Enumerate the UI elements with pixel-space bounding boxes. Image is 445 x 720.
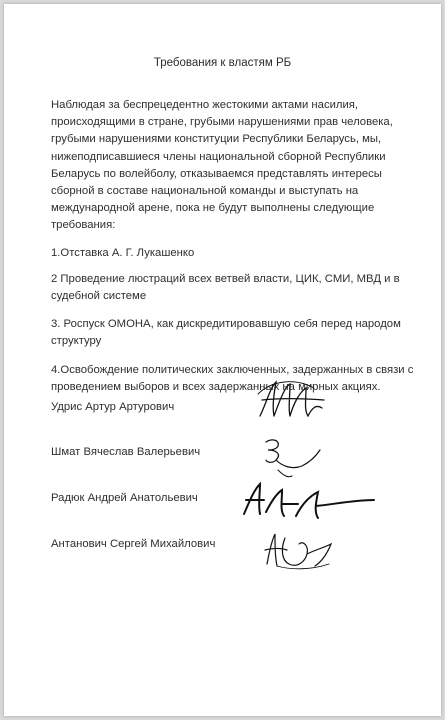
signature-4 bbox=[259, 524, 339, 574]
requirement-4: 4.Освобождение политических заключенных, задержанных в связи с проведением выборов и всех задержанных на мирных акциях. bbox=[51, 363, 414, 393]
document-title: Требования к властям РБ bbox=[153, 57, 292, 69]
document-page bbox=[4, 4, 441, 716]
signature-1 bbox=[252, 374, 332, 424]
requirement-2: 2 Проведение люстраций всех ветвей власти, ЦИК, СМИ, МВД и в судебной системе bbox=[51, 272, 400, 303]
signer-name-3: Радюк Андрей Анатольевич bbox=[51, 492, 198, 504]
signature-3 bbox=[236, 474, 376, 524]
signer-name-4: Антанович Сергей Михайлович bbox=[51, 538, 216, 550]
requirement-1: 1.Отставка А. Г. Лукашенко bbox=[51, 246, 195, 259]
signer-name-2: Шмат Вячеслав Валерьевич bbox=[51, 446, 201, 458]
intro-paragraph: Наблюдая за беспрецедентно жестокими актами насилия, происходящими в стране, грубыми нарушениями прав человека, грубыми нарушениями конституции Республики Беларусь, мы, нижеподписавшиеся члены национальной сборной Республики Беларусь по волейболу, отказываемся представлять интересы сборной в составе национальной команды и выступать на международной арене, пока не будут выполнены следующие требования: bbox=[51, 99, 393, 232]
document-body bbox=[51, 97, 421, 406]
requirement-3: 3. Роспуск ОМОНА, как дискредитировавшую себя перед народом структуру bbox=[51, 318, 401, 348]
signer-name-1: Удрис Артур Артурович bbox=[51, 401, 175, 413]
